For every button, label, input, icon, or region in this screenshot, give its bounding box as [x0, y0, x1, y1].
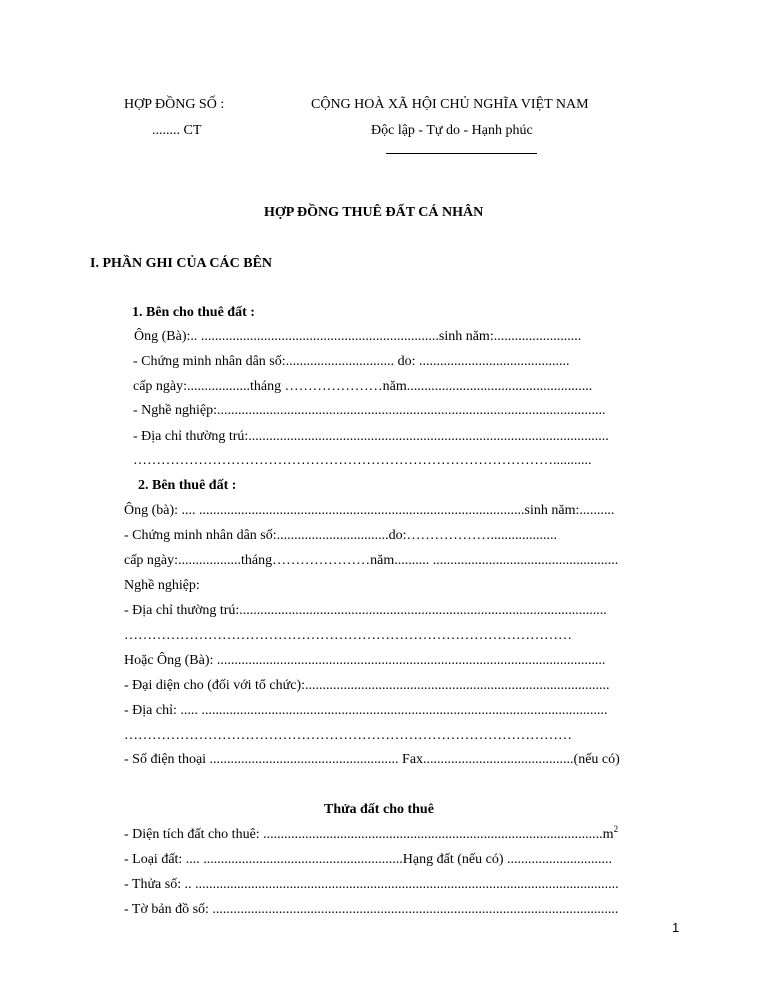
lessee-line: - Địa chỉ thường trú:......................................................................................................... [124, 603, 607, 618]
lessor-heading: 1. Bên cho thuê đất : [132, 305, 255, 320]
lessor-line: - Nghề nghiệp:............................................................................................................... [133, 403, 606, 418]
lessee-heading: 2. Bên thuê đất : [138, 478, 237, 493]
page-number: 1 [672, 920, 680, 935]
lessee-line: Nghề nghiệp: [124, 578, 200, 593]
lessee-line: - Số điện thoại ...................................................... Fax...........................................(nếu có) [124, 752, 620, 767]
section-heading: I. PHẦN GHI CỦA CÁC BÊN [90, 256, 273, 271]
land-line: - Loại đất: .... .........................................................Hạng đất (nếu có) .............................. [124, 852, 612, 867]
lessee-line: Hoặc Ông (Bà): ............................................................................................................... [124, 653, 606, 668]
land-area-line [124, 826, 618, 844]
motto-underline [386, 153, 537, 154]
document-title: HỢP ĐỒNG THUÊ ĐẤT CÁ NHÂN [264, 205, 484, 220]
land-line: - Thửa số: .. ......................................................................................................................... [124, 877, 619, 892]
contract-number-label: HỢP ĐỒNG SỐ : [124, 97, 225, 112]
land-line: - Tờ bản đồ số: .................................................................................................................... [124, 902, 619, 917]
lessor-line: - Chứng minh nhân dân số:............................... do: ........................................... [133, 354, 570, 369]
lessee-line: - Đại diện cho (đối với tổ chức):....................................................................................... [124, 678, 610, 693]
lessor-line: - Địa chỉ thường trú:....................................................................................................... [133, 429, 609, 444]
country-name: CỘNG HOÀ XÃ HỘI CHỦ NGHĨA VIỆT NAM [311, 97, 589, 112]
lessee-line: cấp ngày:..................tháng…………………năm.......... ..................................................... [124, 553, 619, 568]
lessee-line: …………………………………………………………………………………… [124, 728, 572, 743]
lessee-line: - Địa chỉ: ..... .................................................................................................................... [124, 703, 608, 718]
lessee-line: …………………………………………………………………………………… [124, 628, 572, 643]
lessor-line: ………………………………………………………………………………........... [133, 453, 592, 468]
national-motto: Độc lập - Tự do - Hạnh phúc [371, 123, 533, 138]
lessee-line: - Chứng minh nhân dân số:................................do:………………................... [124, 528, 558, 543]
contract-number-value: ........ CT [152, 123, 202, 138]
area-unit-superscript: 2 [613, 824, 619, 834]
lessor-line: cấp ngày:..................tháng …………………năm..................................................... [133, 379, 593, 394]
lessor-line: Ông (Bà):.. ....................................................................sinh năm:......................... [134, 329, 582, 344]
land-area-text: - Diện tích đất cho thuê: .................................................................................................m [124, 827, 614, 842]
lessee-line: Ông (bà): .... .............................................................................................sinh năm:.......... [124, 503, 615, 518]
land-heading: Thửa đất cho thuê [324, 802, 434, 817]
